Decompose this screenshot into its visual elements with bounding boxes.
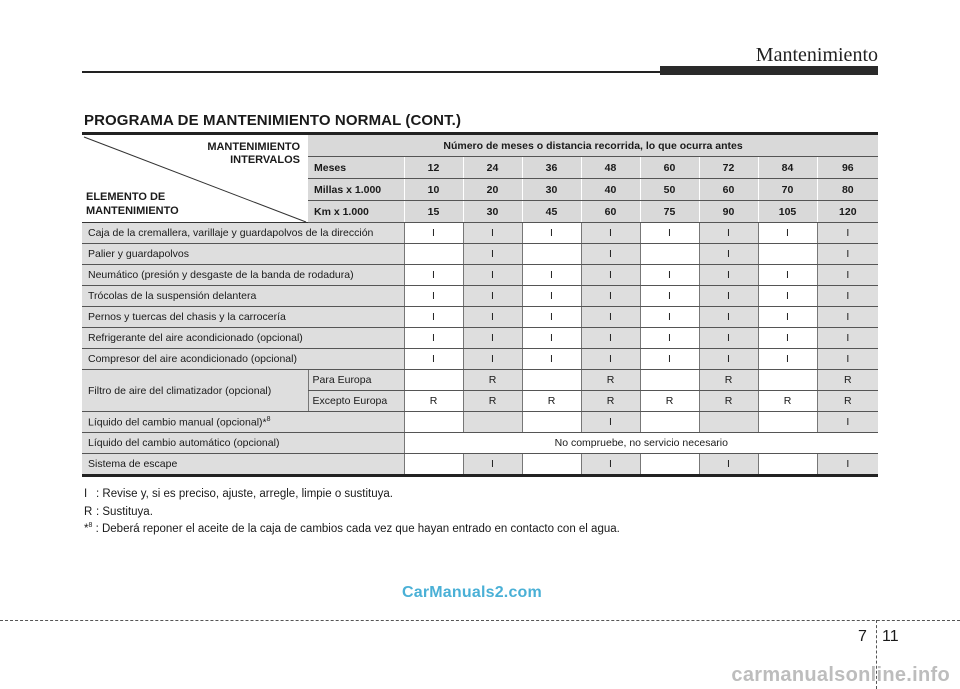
row-value: I <box>699 223 758 244</box>
row-value: I <box>817 307 878 328</box>
row-value: R <box>463 391 522 412</box>
interval-value: 60 <box>640 157 699 179</box>
table-row <box>82 265 878 286</box>
interval-value: 75 <box>640 201 699 223</box>
row-value: I <box>817 454 878 476</box>
row-value: I <box>463 286 522 307</box>
row-value: R <box>404 391 463 412</box>
row-value <box>404 244 463 265</box>
diagonal-bottom-label <box>86 190 179 218</box>
row-value: I <box>581 328 640 349</box>
footnote-mark: * <box>262 416 267 429</box>
row-value: I <box>522 223 581 244</box>
row-value: I <box>581 265 640 286</box>
diag-bottom-line1: ELEMENTO DE <box>86 191 166 203</box>
row-value: I <box>758 223 817 244</box>
legend-inspect <box>84 488 393 500</box>
table-row <box>82 328 878 349</box>
row-value <box>640 370 699 391</box>
row-item-label: Caja de la cremallera, varillaje y guardapolvos de la dirección <box>82 223 404 244</box>
row-value: I <box>522 349 581 370</box>
row-value: I <box>640 307 699 328</box>
legend-text: : Deberá reponer el aceite de la caja de cambios cada vez que hayan entrado en contacto con el agua. <box>95 522 620 535</box>
legend-sup: 8 <box>88 522 93 529</box>
row-item-label: Sistema de escape <box>82 454 404 476</box>
interval-value: 60 <box>699 179 758 201</box>
row-value: I <box>817 349 878 370</box>
header-rule <box>82 71 660 73</box>
row-value: I <box>699 244 758 265</box>
interval-value: 96 <box>817 157 878 179</box>
interval-value: 12 <box>404 157 463 179</box>
row-value: R <box>581 391 640 412</box>
interval-value: 36 <box>522 157 581 179</box>
row-value: R <box>699 370 758 391</box>
interval-header: Número de meses o distancia recorrida, lo que ocurra antes <box>308 134 878 157</box>
legend-text: : Sustituya. <box>96 506 153 518</box>
interval-value: 90 <box>699 201 758 223</box>
legend-text: : Revise y, si es preciso, ajuste, arregle, limpie o sustituya. <box>96 488 393 500</box>
row-note: No compruebe, no servicio necesario <box>404 433 878 454</box>
row-value <box>699 412 758 433</box>
table-row <box>82 286 878 307</box>
row-value: I <box>581 349 640 370</box>
row-value <box>640 412 699 433</box>
interval-label-miles: Millas x 1.000 <box>308 179 404 201</box>
row-item-label: Palier y guardapolvos <box>82 244 404 265</box>
footnote-sup: 8 <box>266 415 271 423</box>
row-value: I <box>581 307 640 328</box>
row-value: R <box>463 370 522 391</box>
row-value: I <box>640 349 699 370</box>
interval-value: 105 <box>758 201 817 223</box>
row-value: R <box>699 391 758 412</box>
row-value <box>463 412 522 433</box>
row-value: I <box>640 328 699 349</box>
diag-top-line1: MANTENIMIENTO <box>207 141 300 153</box>
row-value <box>404 454 463 476</box>
table-row <box>82 454 878 476</box>
row-value: I <box>404 286 463 307</box>
row-value: I <box>758 328 817 349</box>
row-value: I <box>640 223 699 244</box>
row-value: R <box>817 370 878 391</box>
row-value <box>404 370 463 391</box>
row-value: I <box>581 454 640 476</box>
interval-label-km: Km x 1.000 <box>308 201 404 223</box>
row-value: I <box>522 265 581 286</box>
row-value: I <box>581 223 640 244</box>
row-value: I <box>640 265 699 286</box>
chapter-number: 7 <box>858 628 867 645</box>
row-item-label: Compresor del aire acondicionado (opcional) <box>82 349 404 370</box>
row-item-label: Líquido del cambio automático (opcional) <box>82 433 404 454</box>
table-row <box>82 223 878 244</box>
row-value: I <box>817 286 878 307</box>
row-item-label: Trócolas de la suspensión delantera <box>82 286 404 307</box>
interval-value: 24 <box>463 157 522 179</box>
row-value: R <box>640 391 699 412</box>
row-value: I <box>404 223 463 244</box>
row-value: I <box>758 286 817 307</box>
row-value <box>758 244 817 265</box>
table-row <box>82 433 878 454</box>
row-value: I <box>758 349 817 370</box>
row-value: I <box>758 265 817 286</box>
row-value: I <box>699 265 758 286</box>
interval-value: 40 <box>581 179 640 201</box>
row-value: I <box>463 454 522 476</box>
row-value: I <box>699 349 758 370</box>
row-value <box>522 370 581 391</box>
row-value: I <box>699 454 758 476</box>
row-value: I <box>699 286 758 307</box>
interval-value: 120 <box>817 201 878 223</box>
row-value: I <box>404 307 463 328</box>
row-value: I <box>817 244 878 265</box>
row-value: I <box>463 223 522 244</box>
row-value: I <box>522 328 581 349</box>
interval-value: 30 <box>463 201 522 223</box>
row-value: I <box>463 265 522 286</box>
row-value: I <box>817 328 878 349</box>
row-value <box>758 454 817 476</box>
row-value: I <box>699 328 758 349</box>
row-value <box>758 370 817 391</box>
maintenance-table <box>82 132 878 477</box>
row-value: I <box>404 265 463 286</box>
row-item-label <box>82 412 404 433</box>
row-value: I <box>463 328 522 349</box>
row-value <box>640 454 699 476</box>
row-value: I <box>522 286 581 307</box>
interval-value: 70 <box>758 179 817 201</box>
interval-value: 48 <box>581 157 640 179</box>
row-value <box>404 412 463 433</box>
table-row <box>82 349 878 370</box>
table-row <box>82 412 878 433</box>
row-value: I <box>817 265 878 286</box>
row-item-label: Refrigerante del aire acondicionado (opcional) <box>82 328 404 349</box>
diag-top-line2: INTERVALOS <box>230 154 300 166</box>
watermark-link[interactable]: CarManuals2.com <box>402 584 542 601</box>
row-value: I <box>522 307 581 328</box>
row-value: R <box>522 391 581 412</box>
table-row <box>82 244 878 265</box>
interval-value: 60 <box>581 201 640 223</box>
page-title: PROGRAMA DE MANTENIMIENTO NORMAL (CONT.) <box>84 112 462 129</box>
legend-key: * <box>84 522 89 535</box>
row-value: I <box>699 307 758 328</box>
row-sub-label: Para Europa <box>308 370 404 391</box>
diagonal-top-label <box>207 141 300 167</box>
page-number: 11 <box>882 628 899 645</box>
legend-key: R <box>84 506 93 518</box>
row-value <box>522 412 581 433</box>
interval-value: 10 <box>404 179 463 201</box>
section-title: Mantenimiento <box>755 44 878 66</box>
row-value: I <box>463 307 522 328</box>
row-value <box>522 244 581 265</box>
footer-watermark: carmanualsonline.info <box>731 664 950 686</box>
footer-dashed-rule <box>0 620 960 621</box>
row-value: I <box>581 412 640 433</box>
legend-footnote <box>84 522 620 535</box>
row-value <box>522 454 581 476</box>
row-value: I <box>581 286 640 307</box>
diagonal-header-cell <box>82 134 308 223</box>
row-value: R <box>817 391 878 412</box>
row-value <box>640 244 699 265</box>
table-row <box>82 370 878 391</box>
interval-value: 15 <box>404 201 463 223</box>
manual-item-text: Líquido del cambio manual (opcional) <box>88 416 263 429</box>
row-value: I <box>817 412 878 433</box>
interval-value: 84 <box>758 157 817 179</box>
row-value: R <box>758 391 817 412</box>
header-bar <box>660 66 878 75</box>
interval-value: 80 <box>817 179 878 201</box>
interval-value: 50 <box>640 179 699 201</box>
interval-label-months: Meses <box>308 157 404 179</box>
row-value: R <box>581 370 640 391</box>
row-item-label: Pernos y tuercas del chasis y la carrocería <box>82 307 404 328</box>
row-value: I <box>581 244 640 265</box>
row-item-label: Filtro de aire del climatizador (opcional) <box>82 370 308 412</box>
legend-replace <box>84 506 153 518</box>
row-value: I <box>404 328 463 349</box>
diag-bottom-line2: MANTENIMIENTO <box>86 205 179 217</box>
interval-value: 72 <box>699 157 758 179</box>
table-row <box>82 307 878 328</box>
row-value: I <box>404 349 463 370</box>
row-value: I <box>463 244 522 265</box>
interval-value: 45 <box>522 201 581 223</box>
row-item-label: Neumático (presión y desgaste de la banda de rodadura) <box>82 265 404 286</box>
interval-value: 30 <box>522 179 581 201</box>
row-value: I <box>640 286 699 307</box>
row-value <box>758 412 817 433</box>
row-value: I <box>758 307 817 328</box>
row-sub-label: Excepto Europa <box>308 391 404 412</box>
row-value: I <box>463 349 522 370</box>
row-value: I <box>817 223 878 244</box>
legend-key: I <box>84 488 88 500</box>
interval-value: 20 <box>463 179 522 201</box>
